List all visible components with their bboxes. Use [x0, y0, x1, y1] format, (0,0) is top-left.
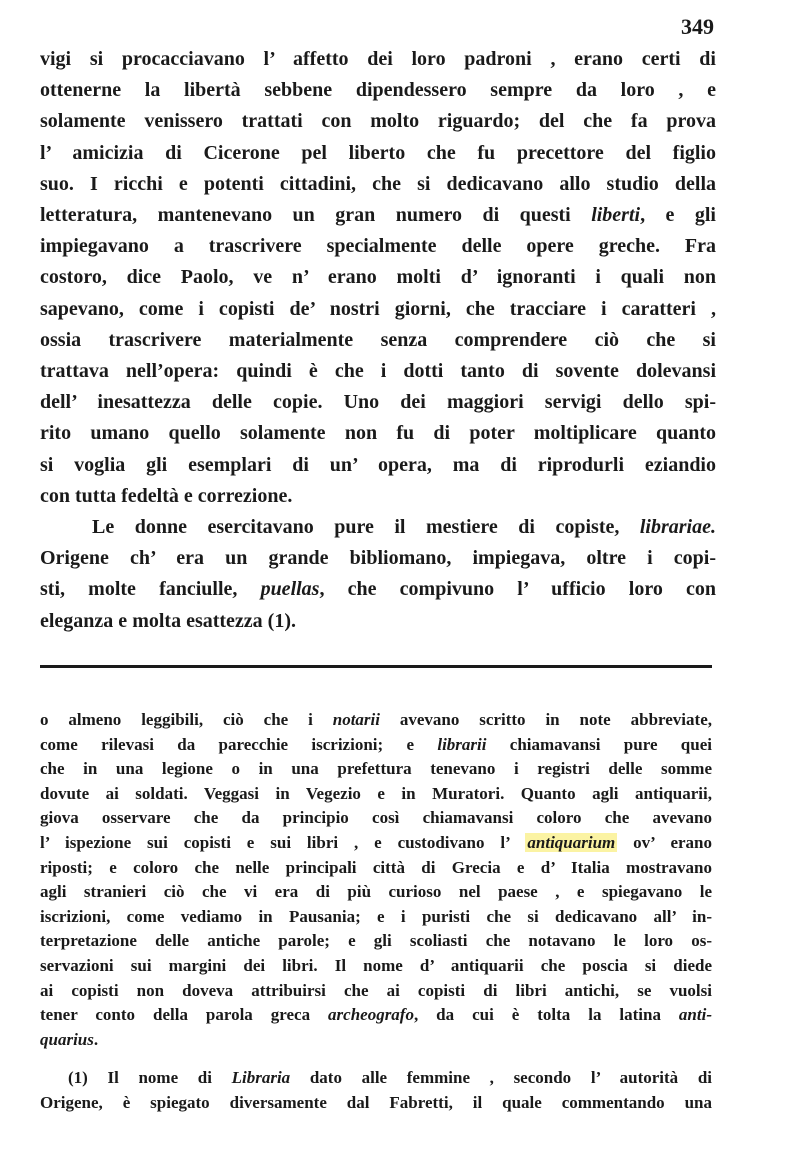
text-line — [40, 512, 716, 543]
text-line: che in una legione o in una prefettura tenevano i registri delle somme — [40, 759, 712, 779]
text-run: (1) Il nome di — [68, 1068, 232, 1088]
text-run: Le donne esercitavano pure il mestiere di copiste, — [92, 516, 640, 539]
italic-term: anti- — [678, 1005, 712, 1025]
text-line: terpretazione delle antiche parole; e gli scoliasti che notavano le loro os- — [40, 931, 712, 951]
text-line: agli stranieri ciò che vi era di più curioso nel paese , e spiegavano le — [40, 882, 712, 902]
text-line: Origene, è spiegato diversamente dal Fabretti, il quale commentando una — [40, 1092, 712, 1112]
text-line: dell’ inesattezza delle copie. Uno dei maggiori servigi dello spi- — [40, 391, 716, 414]
text-line: vigi si procacciavano l’ affetto dei loro padroni , erano certi di — [40, 48, 716, 70]
text-run: tener conto della parola greca — [40, 1005, 329, 1025]
text-line — [40, 831, 712, 856]
text-line — [40, 574, 716, 605]
text-run: sti, molte fanciulle, — [40, 578, 261, 601]
italic-term: Libraria — [231, 1068, 291, 1088]
text-run: come rilevasi da parecchie iscrizioni; e — [40, 734, 438, 754]
paragraph-2 — [40, 512, 716, 637]
italic-term: antiquarium — [527, 832, 616, 852]
text-line: suo. I ricchi e potenti cittadini, che si dedicavano allo studio della — [40, 172, 716, 195]
highlighted-term — [525, 833, 617, 852]
text-line — [40, 1066, 712, 1091]
text-run: , e gli — [640, 204, 716, 227]
text-run: l’ ispezione sui copisti e sui libri , e custodivano l’ — [40, 832, 526, 852]
text-run: . — [93, 1029, 99, 1049]
text-run: dato alle femmine , secondo l’ autorità di — [290, 1068, 712, 1088]
text-line: rito umano quello solamente non fu di poter moltiplicare quanto — [40, 422, 716, 445]
text-line: iscrizioni, come vediamo in Pausania; e i puristi che si dedicavano all’ in- — [40, 906, 712, 926]
italic-term: quarius — [40, 1029, 94, 1049]
text-line: solamente venissero trattati con molto riguardo; del che fa prova — [40, 110, 716, 133]
text-line — [40, 733, 712, 758]
text-run: , che compivuno l’ ufficio loro con — [319, 578, 716, 601]
text-line: ottenerne la libertà sebbene dipendessero sempre da loro , e — [40, 79, 716, 102]
footnote-continuation — [40, 708, 712, 1052]
text-run: , da cui è tolta la latina — [413, 1005, 679, 1025]
footnotes — [40, 708, 712, 1116]
text-line: dovute ai soldati. Veggasi in Vegezio e in Muratori. Quanto agli antiquarii, — [40, 783, 712, 803]
italic-term: librarii — [437, 734, 487, 754]
italic-term: librariae. — [639, 516, 716, 539]
text-line — [40, 1003, 712, 1028]
text-line: servazioni sui margini dei libri. Il nome d’ antiquarii che poscia si diede — [40, 955, 712, 975]
text-line: riposti; e coloro che nelle principali città di Grecia e d’ Italia mostravano — [40, 857, 712, 877]
text-run: letteratura, mantenevano un gran numero di questi — [40, 204, 592, 227]
text-line — [40, 1028, 712, 1053]
italic-term: liberti — [591, 204, 641, 227]
text-run: chiamavansi pure quei — [486, 734, 712, 754]
text-line: trattava nell’opera: quindi è che i dotti tanto di sovente dolevansi — [40, 360, 716, 383]
text-line — [40, 708, 712, 733]
text-line: impiegavano a trascrivere specialmente delle opere greche. Fra — [40, 235, 716, 258]
main-text — [40, 44, 716, 637]
footnote-separator — [40, 665, 712, 668]
page-number: 349 — [681, 14, 714, 39]
text-line: si voglia gli esemplari di un’ opera, ma di riprodurli eziandio — [40, 453, 716, 476]
text-line: costoro, dice Paolo, ve n’ erano molti d’ ignoranti i quali non — [40, 266, 716, 289]
paragraph-1 — [40, 44, 716, 512]
text-line: ai copisti non doveva attribuirsi che ai copisti di libri antichi, se vuolsi — [40, 980, 712, 1000]
text-line: sapevano, come i copisti de’ nostri giorni, che tracciare i caratteri , — [40, 297, 716, 320]
text-run: o almeno leggibili, ciò che i — [40, 710, 333, 729]
text-line: l’ amicizia di Cicerone pel liberto che fu precettore del figlio — [40, 141, 716, 164]
text-line: giova osservare che da principio così chiamavansi coloro che avevano — [40, 808, 712, 828]
text-line: Origene ch’ era un grande bibliomano, impiegava, oltre i copi- — [40, 547, 716, 570]
text-line: ossia trascrivere materialmente senza comprendere ciò che si — [40, 328, 716, 351]
italic-term: archeografo — [328, 1005, 414, 1025]
text-line: con tutta fedeltà e correzione. — [40, 484, 293, 507]
footnote-1 — [40, 1066, 712, 1115]
text-run: avevano scritto in note abbreviate, — [379, 710, 712, 729]
text-run: ov’ erano — [617, 832, 712, 852]
text-line: eleganza e molta esattezza (1). — [40, 609, 296, 632]
text-line — [40, 200, 716, 231]
italic-term: puellas — [260, 578, 320, 601]
italic-term: notarii — [332, 710, 380, 729]
